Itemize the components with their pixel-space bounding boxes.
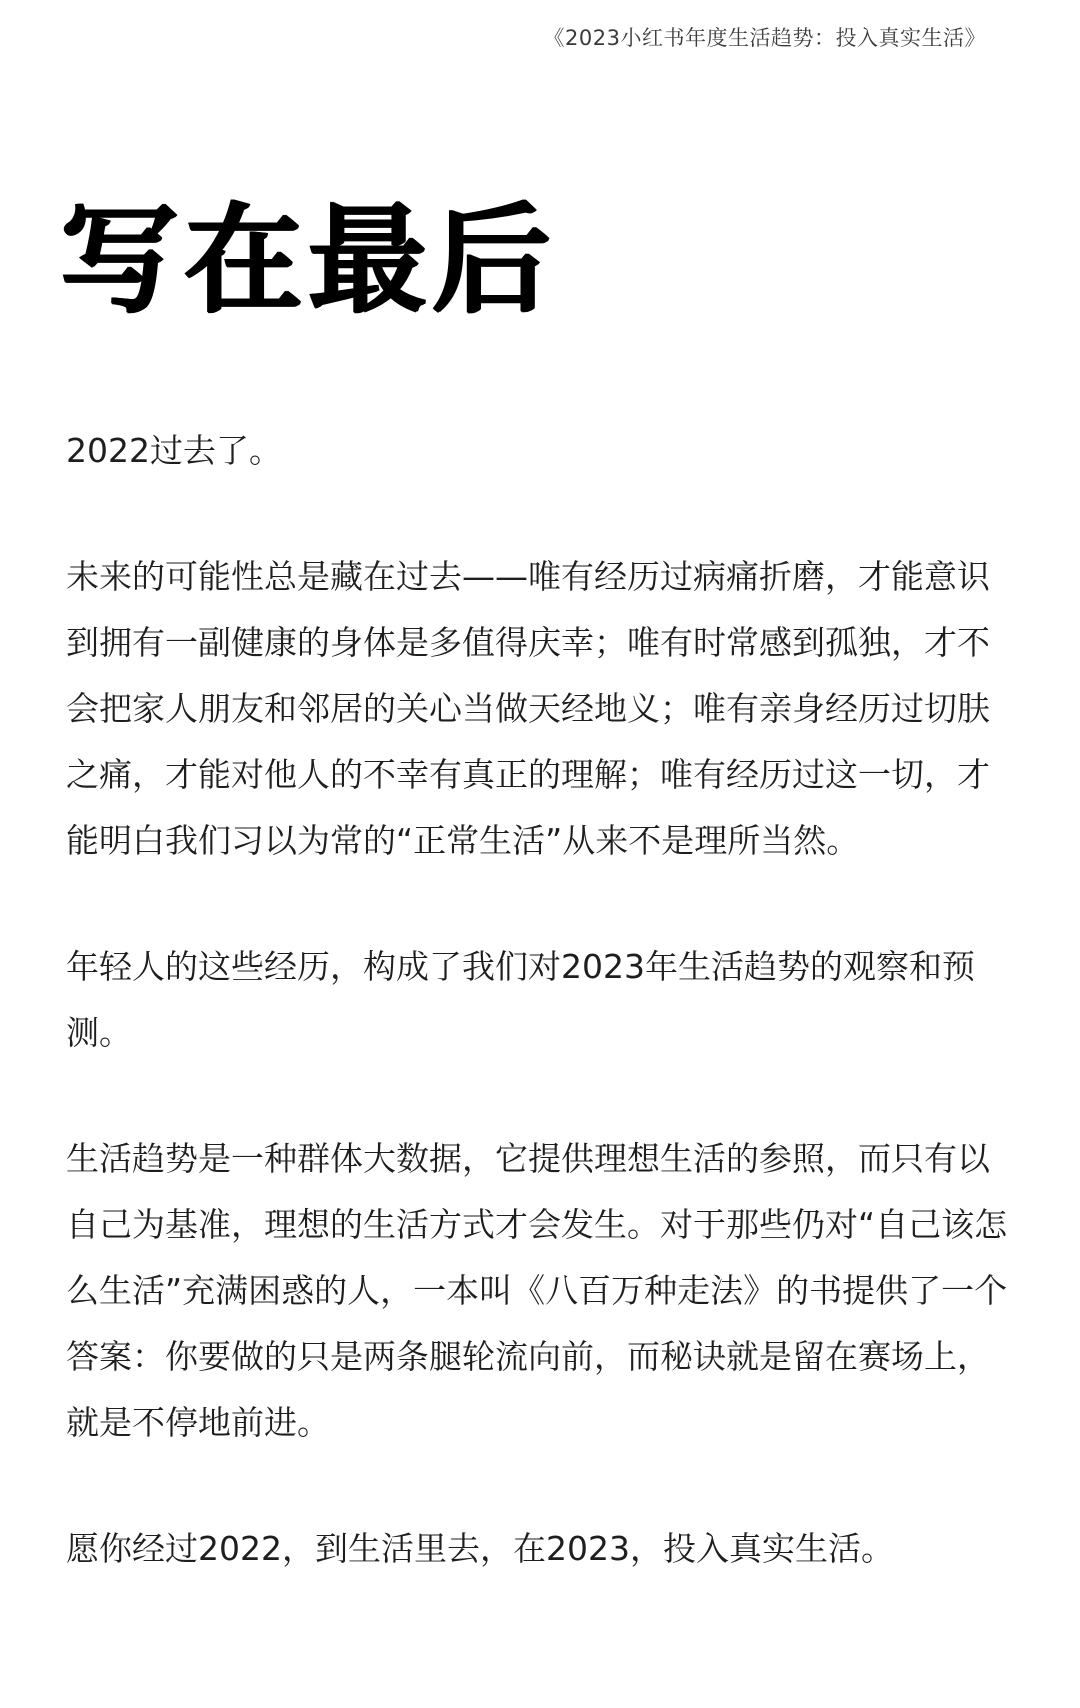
- paragraph-life-trends: 生活趋势是一种群体大数据，它提供理想生活的参照，而只有以自己为基准，理想的生活方式才会发生。对于那些仍对“自己该怎么生活”充满困惑的人，一本叫《八百万种走法》的书提供了一个答案：你要做的只是两条腿轮流向前，而秘诀就是留在赛场上，就是不停地前进。: [66, 1139, 1008, 1442]
- article-body: [66, 418, 1016, 1582]
- report-header: 《2023小红书年度生活趋势：投入真实生活》: [543, 26, 986, 50]
- paragraph-closing: 愿你经过2022，到生活里去，在2023，投入真实生活。: [66, 1529, 894, 1568]
- paragraph-intro: 2022过去了。: [66, 431, 282, 470]
- paragraph-observation: 年轻人的这些经历，构成了我们对2023年生活趋势的观察和预测。: [66, 947, 975, 1052]
- paragraph-past: 未来的可能性总是藏在过去——唯有经历过病痛折磨，才能意识到拥有一副健康的身体是多值得庆幸；唯有时常感到孤独，才不会把家人朋友和邻居的关心当做天经地义；唯有亲身经历过切肤之痛，才能对他人的不幸有真正的理解；唯有经历过这一切，才能明白我们习以为常的“正常生活”从来不是理所当然。: [66, 557, 990, 860]
- page-title: 写在最后: [60, 191, 557, 329]
